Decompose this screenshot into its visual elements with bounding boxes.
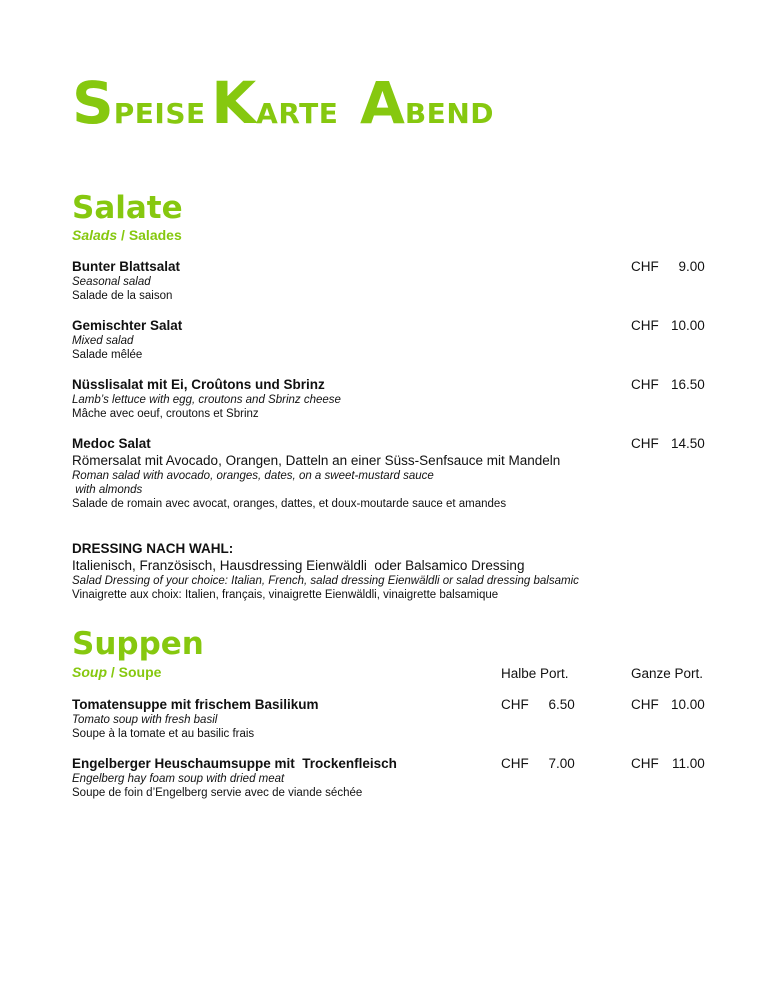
section-subheading-salate xyxy=(72,228,182,242)
currency: CHF xyxy=(501,697,529,712)
item-name-en-cont: with almonds xyxy=(72,484,143,496)
item-price-full xyxy=(631,696,705,713)
item-name-en: Roman salad with avocado, oranges, dates, on a sweet-mustard sauce xyxy=(72,470,434,482)
dressing-block xyxy=(72,540,702,602)
menu-item-heuschaumsuppe xyxy=(72,755,492,800)
item-price xyxy=(631,317,705,334)
section-subheading-suppen xyxy=(72,665,161,679)
item-name: Bunter Blattsalat xyxy=(72,259,181,274)
item-price-full xyxy=(631,755,705,772)
item-name: Engelberger Heuschaumsuppe mit Trockenfleisch xyxy=(72,756,397,771)
currency: CHF xyxy=(501,756,529,771)
title-letter-k: K xyxy=(211,69,257,137)
item-name-fr: Salade de la saison xyxy=(72,290,173,302)
price-value: 10.00 xyxy=(670,697,705,712)
currency: CHF xyxy=(631,436,659,451)
sub-sep: / xyxy=(117,227,129,243)
dressing-title: DRESSING NACH WAHL: xyxy=(72,541,234,556)
item-name-fr: Salade de romain avec avocat, oranges, dattes, et doux-moutarde sauce et amandes xyxy=(72,498,507,510)
item-name: Tomatensuppe mit frischem Basilikum xyxy=(72,697,319,712)
item-name-en: Tomato soup with fresh basil xyxy=(72,714,218,726)
menu-title xyxy=(72,69,494,137)
column-header-full: Ganze Port. xyxy=(631,666,704,681)
item-name-fr: Salade mêlée xyxy=(72,349,143,361)
item-name-en: Seasonal salad xyxy=(72,276,151,288)
sub-en: Soup xyxy=(72,664,107,680)
title-word-arte: ARTE xyxy=(256,97,339,130)
item-name-en: Engelberg hay foam soup with dried meat xyxy=(72,773,285,785)
item-name: Gemischter Salat xyxy=(72,318,183,333)
sub-fr: Soupe xyxy=(118,664,162,680)
price-value: 10.00 xyxy=(670,318,705,333)
item-name-fr: Soupe à la tomate et au basilic frais xyxy=(72,728,255,740)
title-word-peise: PEISE xyxy=(113,97,206,130)
menu-item-tomatensuppe xyxy=(72,696,492,741)
item-price-half xyxy=(501,755,575,772)
item-name-fr: Soupe de foin d’Engelberg servie avec de viande séchée xyxy=(72,787,363,799)
item-description: Römersalat mit Avocado, Orangen, Datteln an einer Süss-Senfsauce mit Mandeln xyxy=(72,453,561,468)
item-name-en: Lamb’s lettuce with egg, croutons and Sbrinz cheese xyxy=(72,394,341,406)
price-value: 6.50 xyxy=(548,697,575,712)
currency: CHF xyxy=(631,318,659,333)
sub-sep: / xyxy=(107,664,119,680)
price-value: 14.50 xyxy=(670,436,705,451)
column-header-half: Halbe Port. xyxy=(501,666,569,681)
menu-item-bunter-blattsalat xyxy=(72,258,702,303)
section-heading-salate: Salate xyxy=(72,190,183,226)
section-heading-suppen: Suppen xyxy=(72,626,204,662)
title-letter-a: A xyxy=(359,69,405,137)
title-letter-s: S xyxy=(72,69,114,137)
dressing-en: Salad Dressing of your choice: Italian, French, salad dressing Eienwäldli or salad dressing balsamic xyxy=(72,575,579,587)
price-value: 9.00 xyxy=(678,259,705,274)
item-name-en: Mixed salad xyxy=(72,335,134,347)
menu-item-medoc-salat xyxy=(72,435,702,511)
price-value: 7.00 xyxy=(548,756,575,771)
currency: CHF xyxy=(631,697,659,712)
dressing-de: Italienisch, Französisch, Hausdressing Eienwäldli oder Balsamico Dressing xyxy=(72,558,525,573)
menu-item-gemischter-salat xyxy=(72,317,702,362)
title-word-bend: BEND xyxy=(404,97,494,130)
item-price xyxy=(631,435,705,452)
currency: CHF xyxy=(631,756,659,771)
price-value: 11.00 xyxy=(671,756,705,771)
item-price xyxy=(631,258,705,275)
sub-en: Salads xyxy=(72,227,118,243)
item-name-fr: Mâche avec oeuf, croutons et Sbrinz xyxy=(72,408,259,420)
item-name: Nüsslisalat mit Ei, Croûtons und Sbrinz xyxy=(72,377,325,392)
dressing-fr: Vinaigrette aux choix: Italien, français, vinaigrette Eienwäldli, vinaigrette balsamique xyxy=(72,589,499,601)
item-name: Medoc Salat xyxy=(72,436,151,451)
item-price-half xyxy=(501,696,575,713)
item-price xyxy=(631,376,705,393)
menu-item-nuesslisalat xyxy=(72,376,702,421)
currency: CHF xyxy=(631,377,659,392)
currency: CHF xyxy=(631,259,659,274)
sub-fr: Salades xyxy=(128,227,182,243)
price-value: 16.50 xyxy=(670,377,705,392)
